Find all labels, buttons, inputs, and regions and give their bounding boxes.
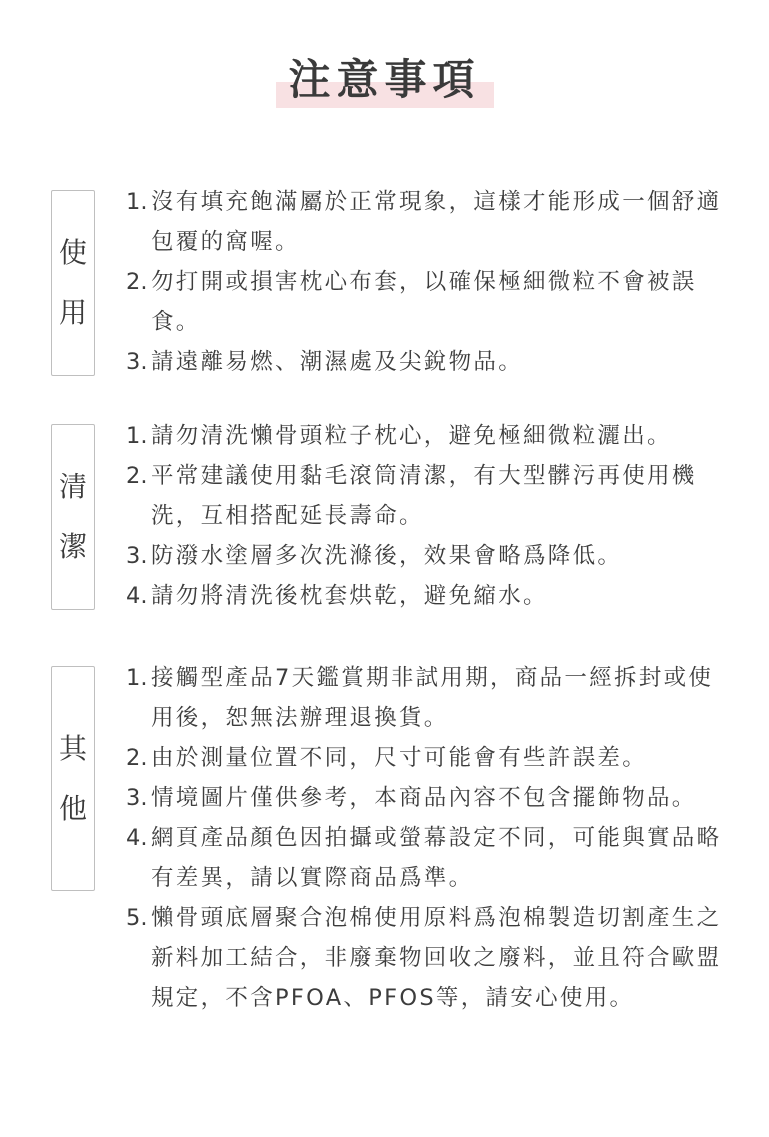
label-char: 用 — [58, 296, 87, 329]
item-text: 勿打開或損害枕心布套，以確保極細微粒不會被誤食。 — [151, 269, 697, 335]
item-number: 2. — [126, 745, 148, 771]
item-text: 防潑水塗層多次洗滌後，效果會略爲降低。 — [151, 543, 623, 569]
label-char: 使 — [58, 236, 87, 269]
section-label-usage — [51, 190, 95, 376]
item-number: 2. — [126, 269, 148, 295]
item-number: 3. — [126, 349, 148, 375]
item-number: 4. — [126, 583, 148, 609]
list-item — [126, 738, 726, 778]
label-char: 其 — [58, 731, 87, 765]
item-text: 請遠離易燃、潮濕處及尖銳物品。 — [151, 349, 524, 375]
section-label-cleaning — [51, 424, 95, 610]
page-header — [0, 50, 769, 110]
item-text: 請勿清洗懶骨頭粒子枕心，避免極細微粒灑出。 — [151, 423, 672, 449]
item-number: 1. — [126, 189, 148, 215]
item-number: 3. — [126, 543, 148, 569]
list-item — [126, 536, 726, 576]
list-item — [126, 658, 726, 738]
item-text: 平常建議使用黏毛滾筒清潔，有大型髒污再使用機洗，互相搭配延長壽命。 — [151, 463, 697, 529]
item-text: 網頁產品顏色因拍攝或螢幕設定不同，可能與實品略有差異，請以實際商品爲準。 — [151, 825, 722, 891]
item-number: 1. — [126, 423, 148, 449]
item-text: 懶骨頭底層聚合泡棉使用原料爲泡棉製造切割產生之新料加工結合，非廢棄物回收之廢料，並且符合歐盟規定，不含PFOA、PFOS等，請安心使用。 — [151, 905, 722, 1011]
label-char: 潔 — [58, 530, 87, 563]
list-item — [126, 576, 726, 616]
item-number: 3. — [126, 785, 148, 811]
list-item — [126, 818, 726, 898]
cleaning-list — [126, 416, 726, 616]
item-number: 4. — [126, 825, 148, 851]
list-item — [126, 182, 726, 262]
list-item — [126, 456, 726, 536]
list-item — [126, 262, 726, 342]
item-text: 請勿將清洗後枕套烘乾，避免縮水。 — [151, 583, 548, 609]
label-char: 他 — [58, 791, 87, 825]
item-text: 由於測量位置不同，尺寸可能會有些許誤差。 — [151, 745, 648, 771]
list-item — [126, 898, 726, 1018]
item-text: 接觸型產品7天鑑賞期非試用期，商品一經拆封或使用後，恕無法辦理退換貨。 — [151, 665, 714, 731]
label-char: 清 — [58, 470, 87, 503]
usage-list — [126, 182, 726, 382]
item-number: 2. — [126, 463, 148, 489]
item-number: 1. — [126, 665, 148, 691]
item-text: 情境圖片僅供參考，本商品內容不包含擺飾物品。 — [151, 785, 697, 811]
item-text: 沒有填充飽滿屬於正常現象，這樣才能形成一個舒適包覆的窩喔。 — [151, 189, 722, 255]
list-item — [126, 778, 726, 818]
other-list — [126, 658, 726, 1018]
page-title: 注意事項 — [288, 55, 481, 104]
list-item — [126, 342, 726, 382]
section-label-other — [51, 666, 95, 891]
item-number: 5. — [126, 905, 148, 931]
list-item — [126, 416, 726, 456]
